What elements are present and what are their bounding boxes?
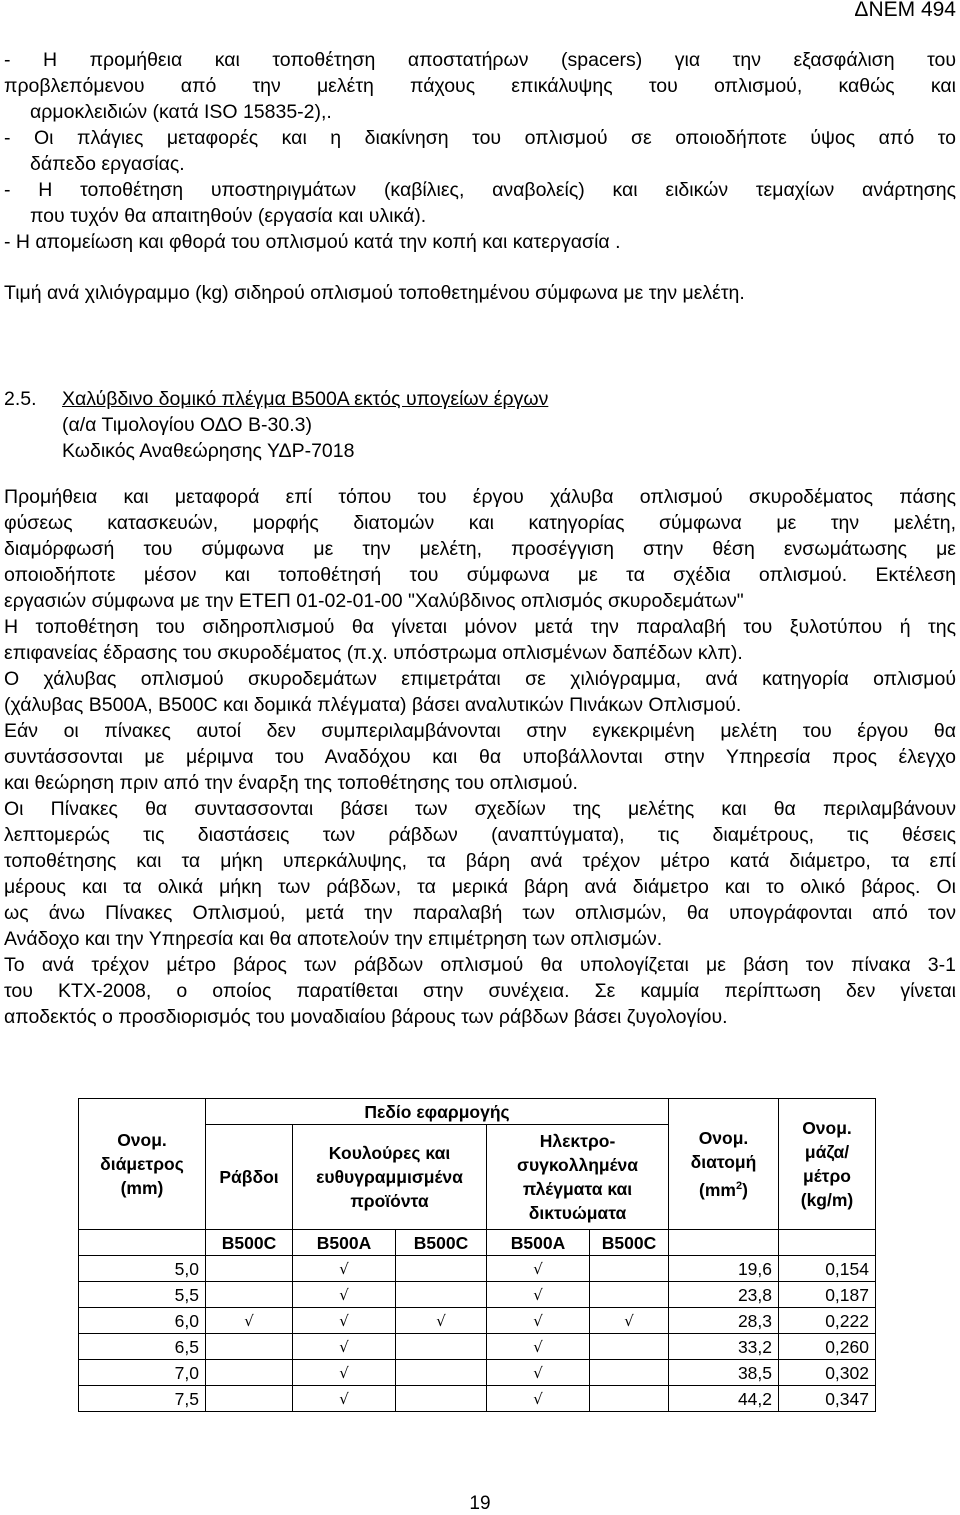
application-cell	[293, 1282, 396, 1308]
application-cell	[487, 1308, 590, 1334]
subheader-grade: B500A	[487, 1230, 590, 1256]
body-line-7: επιφανείας έδρασης του σκυροδέματος (π.χ. υπόστρωμα οπλισμένων δαπέδων κλπ).	[4, 642, 743, 664]
rebar-weight-table	[78, 1098, 876, 1412]
check-mark-icon: √	[533, 1286, 543, 1304]
application-cell	[293, 1308, 396, 1334]
body-line-12: και θεώρηση πριν από την έναρξη της τοποθέτησης του οπλισμού.	[4, 772, 578, 794]
application-cell	[396, 1282, 487, 1308]
body-line-9: (χάλυβας Β500Α, Β500C και δομικά πλέγματα) βάσει αναλυτικών Πινάκων Οπλισμού.	[4, 694, 742, 716]
header-area-label: Ονομ. διατομή	[690, 1128, 757, 1173]
application-cell	[396, 1256, 487, 1282]
application-cell	[590, 1360, 669, 1386]
application-cell	[206, 1282, 293, 1308]
application-cell	[590, 1334, 669, 1360]
check-mark-icon: √	[339, 1338, 349, 1356]
bullet-supports-line-1: - Η τοποθέτηση υποστηριγμάτων (καβίλιες, αναβολείς) και ειδικών τεμαχίων ανάρτησης	[4, 179, 956, 201]
application-cell	[206, 1256, 293, 1282]
application-cell	[590, 1386, 669, 1412]
body-line-19: Το ανά τρέχον μέτρο βάρος των ράβδων οπλισμού θα υπολογίζεται με βάση τον πίνακα 3-1	[4, 954, 956, 976]
body-line-16: μέρους και τα ολικά μήκη των ράβδων, τα μερικά βάρη ανά διάμετρο και το ολικό βάρος. Οι	[4, 876, 956, 898]
application-cell	[590, 1256, 669, 1282]
bullet-spacers-line-1: - Η προμήθεια και τοποθέτηση αποστατήρων (spacers) για την εξασφάλιση του	[4, 49, 956, 71]
diameter-cell: 7,0	[79, 1360, 206, 1386]
application-cell	[396, 1360, 487, 1386]
area-cell: 44,2	[669, 1386, 779, 1412]
check-mark-icon: √	[339, 1364, 349, 1382]
section-reference: (α/α Τιμολογίου ΟΔΟ Β-30.3)	[62, 414, 312, 436]
bullet-spacers-line-2: προβλεπόμενου από την μελέτη πάχους επικάλυψης του οπλισμού, καθώς και	[4, 75, 956, 97]
header-diameter: Ονομ. διάμετρος (mm)	[79, 1099, 206, 1230]
mass-cell: 0,260	[779, 1334, 876, 1360]
application-cell	[487, 1386, 590, 1412]
check-mark-icon: √	[533, 1260, 543, 1278]
application-cell	[487, 1256, 590, 1282]
diameter-cell: 5,0	[79, 1256, 206, 1282]
body-line-15: τοποθέτησης και τα μήκη υπερκάλυψης, τα βάρη ανά τρέχον μέτρο κατά διάμετρο, τα επί	[4, 850, 956, 872]
check-mark-icon: √	[533, 1312, 543, 1330]
header-area	[669, 1099, 779, 1230]
diameter-cell: 7,5	[79, 1386, 206, 1412]
table-row	[79, 1386, 876, 1412]
application-cell	[206, 1386, 293, 1412]
check-mark-icon: √	[339, 1260, 349, 1278]
section-number: 2.5.	[4, 388, 37, 410]
body-line-14: λεπτομερώς τις διαστάσεις των ράβδων (αναπτύγματα), τις διαμέτρους, τις θέσεις	[4, 824, 956, 846]
application-cell	[396, 1386, 487, 1412]
bullet-transport-line-2: δάπεδο εργασίας.	[30, 153, 185, 175]
area-cell: 33,2	[669, 1334, 779, 1360]
application-cell	[590, 1308, 669, 1334]
table-row	[79, 1308, 876, 1334]
bullet-transport-line-1: - Οι πλάγιες μεταφορές και η διακίνηση του οπλισμού σε οποιοδήποτε ύψος από το	[4, 127, 956, 149]
subheader-blank	[79, 1230, 206, 1256]
body-line-3: διαμόρφωσή του σύμφωνα με την μελέτη, προσέγγιση στην θέση ενσωμάτωσης με	[4, 538, 956, 560]
body-line-21: αποδεκτός ο προσδιορισμός του μοναδιαίου βάρους των ράβδων βάσει ζυγολογίου.	[4, 1006, 728, 1028]
diameter-cell: 6,5	[79, 1334, 206, 1360]
mass-cell: 0,154	[779, 1256, 876, 1282]
check-mark-icon: √	[339, 1390, 349, 1408]
mass-cell: 0,187	[779, 1282, 876, 1308]
application-cell	[487, 1282, 590, 1308]
mass-cell: 0,347	[779, 1386, 876, 1412]
section-title: Χαλύβδινο δομικό πλέγμα Β500Α εκτός υπογείων έργων	[62, 388, 549, 410]
check-mark-icon: √	[244, 1312, 254, 1330]
subheader-grade: B500A	[293, 1230, 396, 1256]
area-unit-end: )	[742, 1179, 748, 1200]
header-bars: Ράβδοι	[206, 1125, 293, 1230]
subheader-grade: B500C	[206, 1230, 293, 1256]
body-line-17: ως άνω Πίνακες Οπλισμού, μετά την παραλαβή των οπλισμών, θα υπογράφονται από τον	[4, 902, 956, 924]
body-line-6: Η τοποθέτηση του σιδηροπλισμού θα γίνεται μόνον μετά την παραλαβή του ξυλοτύπου ή της	[4, 616, 956, 638]
application-cell	[293, 1256, 396, 1282]
area-unit-sup: 2	[736, 1180, 743, 1193]
check-mark-icon: √	[339, 1286, 349, 1304]
application-cell	[293, 1360, 396, 1386]
application-cell	[206, 1360, 293, 1386]
header-mass: Ονομ. μάζα/ μέτρο (kg/m)	[779, 1099, 876, 1230]
area-unit-base: (mm	[699, 1179, 736, 1200]
table-row	[79, 1256, 876, 1282]
table-row	[79, 1360, 876, 1386]
bullet-waste-line: - Η απομείωση και φθορά του οπλισμού κατά την κοπή και κατεργασία .	[4, 231, 621, 253]
mass-cell: 0,222	[779, 1308, 876, 1334]
diameter-cell: 6,0	[79, 1308, 206, 1334]
check-mark-icon: √	[339, 1312, 349, 1330]
application-cell	[293, 1386, 396, 1412]
page-number: 19	[469, 1493, 491, 1514]
check-mark-icon: √	[624, 1312, 634, 1330]
bullet-supports-line-2: που τυχόν θα απαιτηθούν (εργασία και υλικά).	[30, 205, 427, 227]
application-cell	[487, 1360, 590, 1386]
body-line-1: Προμήθεια και μεταφορά επί τόπου του έργου χάλυβα οπλισμού σκυροδέματος πάσης	[4, 486, 956, 508]
application-cell	[206, 1308, 293, 1334]
subheader-blank	[669, 1230, 779, 1256]
application-cell	[396, 1308, 487, 1334]
table-row	[79, 1282, 876, 1308]
check-mark-icon: √	[436, 1312, 446, 1330]
body-line-10: Εάν οι πίνακες αυτοί δεν συμπεριλαμβάνονται στην εγκεκριμένη μελέτη του έργου θα	[4, 720, 956, 742]
mass-cell: 0,302	[779, 1360, 876, 1386]
subheader-blank	[779, 1230, 876, 1256]
body-line-11: συντάσσονται με μέριμνα του Αναδόχου και θα υποβάλλονται στην Υπηρεσία προς έλεγχο	[4, 746, 956, 768]
area-cell: 38,5	[669, 1360, 779, 1386]
area-cell: 19,6	[669, 1256, 779, 1282]
check-mark-icon: √	[533, 1390, 543, 1408]
body-line-18: Ανάδοχο και την Υπηρεσία και θα αποτελούν την επιμέτρηση των οπλισμών.	[4, 928, 663, 950]
document-header: ΔΝΕΜ 494	[854, 0, 956, 21]
body-line-8: Ο χάλυβας οπλισμού σκυροδεμάτων επιμετράται σε χιλιόγραμμα, ανά κατηγορία οπλισμού	[4, 668, 956, 690]
table-body	[79, 1256, 876, 1412]
application-cell	[396, 1334, 487, 1360]
application-cell	[590, 1282, 669, 1308]
body-line-20: του ΚΤΧ-2008, ο οποίος παρατίθεται στην συνέχεια. Σε καμμία περίπτωση δεν γίνεται	[4, 980, 956, 1002]
check-mark-icon: √	[533, 1364, 543, 1382]
application-cell	[487, 1334, 590, 1360]
header-coils: Κουλούρες και ευθυγραμμισμένα προϊόντα	[293, 1125, 487, 1230]
diameter-cell: 5,5	[79, 1282, 206, 1308]
revision-code: Κωδικός Αναθεώρησης ΥΔΡ-7018	[62, 440, 355, 462]
area-cell: 28,3	[669, 1308, 779, 1334]
header-field-of-application: Πεδίο εφαρμογής	[206, 1099, 669, 1125]
subheader-grade: B500C	[396, 1230, 487, 1256]
subheader-grade: B500C	[590, 1230, 669, 1256]
header-mesh: Ηλεκτρο-συγκολλημένα πλέγματα και δικτυώματα	[487, 1125, 669, 1230]
body-line-5: εργασιών σύμφωνα με την ΕΤΕΠ 01-02-01-00 "Χαλύβδινος οπλισμός σκυροδεμάτων"	[4, 590, 744, 612]
application-cell	[206, 1334, 293, 1360]
body-line-2: φύσεως κατασκευών, μορφής διατομών και κατηγορίας σύμφωνα με την μελέτη,	[4, 512, 956, 534]
bullet-spacers-line-3: αρμοκλειδιών (κατά ISO 15835-2),.	[30, 101, 332, 123]
table-row	[79, 1334, 876, 1360]
header-area-unit	[699, 1180, 748, 1200]
body-line-4: οποιοδήποτε μέσον και τοποθέτησή του σύμφωνα με τα σχέδια οπλισμού. Εκτέλεση	[4, 564, 956, 586]
price-statement: Τιμή ανά χιλιόγραμμο (kg) σιδηρού οπλισμού τοποθετημένου σύμφωνα με την μελέτη.	[4, 282, 745, 304]
body-line-13: Οι Πίνακες θα συντασσονται βάσει των σχεδίων της μελέτης και θα περιλαμβάνουν	[4, 798, 956, 820]
area-cell: 23,8	[669, 1282, 779, 1308]
check-mark-icon: √	[533, 1338, 543, 1356]
application-cell	[293, 1334, 396, 1360]
